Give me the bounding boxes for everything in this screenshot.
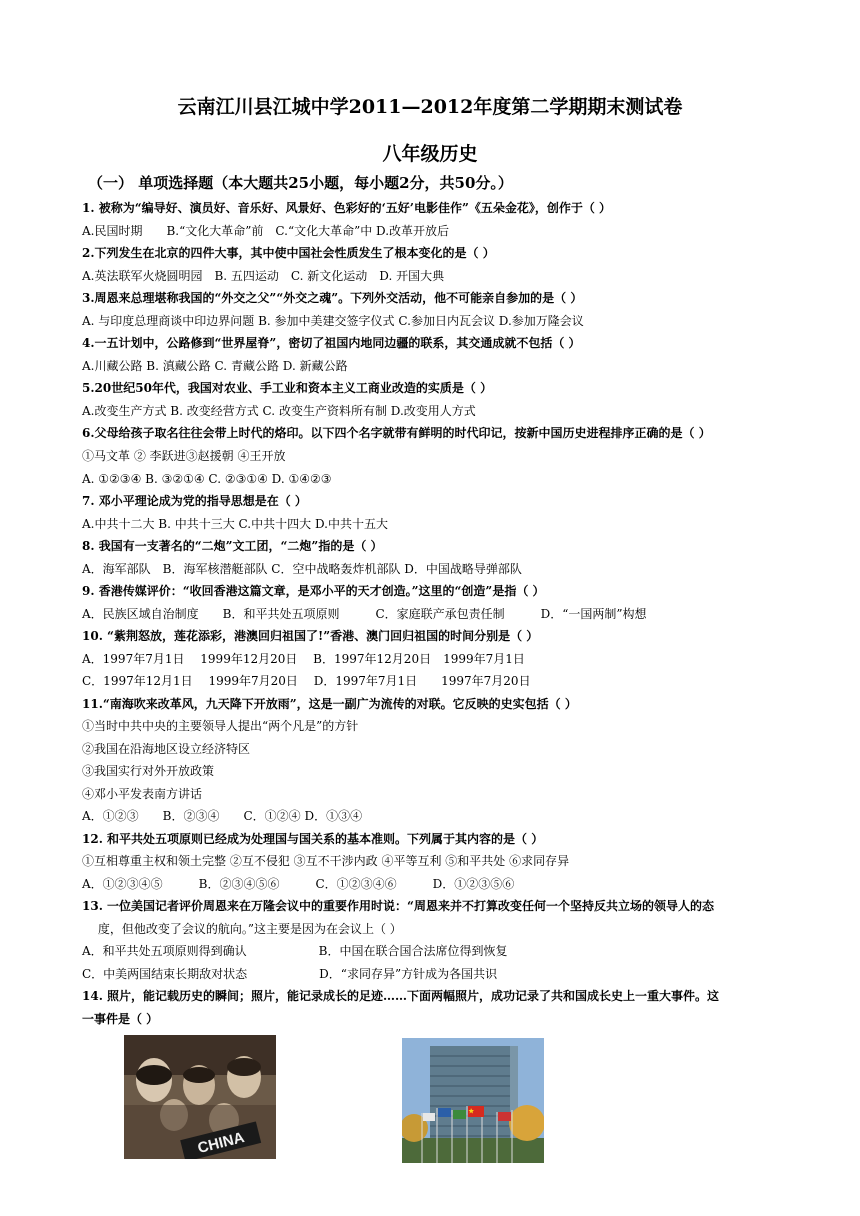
options-11: A．①②③ B．②③④ C．①②④ D．①③④ [82,809,363,823]
photo-celebration-image [124,1035,276,1159]
options-10-ab: A．1997年7月1日 1999年12月20日 B．1997年12月20日 1999年7月1日 [82,652,525,666]
question-7: 7. 邓小平理论成为党的指导思想是在（ ） [82,494,307,508]
options-9: A．民族区域自治制度 B．和平共处五项原则 C．家庭联产承包责任制 D．“一国两制”构想 [82,607,647,621]
options-6: A. ①②③④ B. ③②①④ C. ②③①④ D. ①④②③ [82,472,332,486]
exam-subtitle: 八年级历史 [382,143,478,165]
photo-un-building-image [402,1038,544,1163]
question-5: 5.20世纪50年代，我国对农业、手工业和资本主义工商业改造的实质是（ ） [82,381,493,395]
question-2: 2.下列发生在北京的四件大事，其中使中国社会性质发生了根本变化的是（ ） [82,246,495,260]
question-9: 9. 香港传媒评价：“收回香港这篇文章，是邓小平的天才创造。”这里的“创造”是指（ ） [82,584,545,598]
photo-celebration [124,1035,276,1159]
options-12: A．①②③④⑤ B．②③④⑤⑥ C．①②③④⑥ D．①②③⑤⑥ [82,877,515,891]
question-6: 6.父母给孩子取名往往会带上时代的烙印。以下四个名字就带有鲜明的时代印记，按新中国历史进程排序正确的是（ ） [82,426,711,440]
options-2: A.英法联军火烧圆明园 B. 五四运动 C. 新文化运动 D. 开国大典 [82,269,445,283]
question-11: 11.“南海吹来改革风，九天降下开放雨”，这是一副广为流传的对联。它反映的史实包括（ ） [82,697,577,711]
options-10-cd: C．1997年12月1日 1999年7月20日 D．1997年7月1日 1997年7月20日 [82,674,531,688]
question-11-item-1: ①当时中共中央的主要领导人提出“两个凡是”的方针 [82,719,359,733]
section-heading: （一） 单项选择题（本大题共25小题，每小题2分，共50分。） [88,174,513,192]
options-13-cd: C．中美两国结束长期敌对状态 D．“求同存异”方针成为各国共识 [82,967,498,981]
question-14-cont: 一事件是（ ） [82,1012,159,1026]
options-8: A．海军部队 B．海军核潜艇部队 C．空中战略轰炸机部队 D．中国战略导弹部队 [82,562,522,576]
china-sign-text: CHINA [195,1129,247,1157]
options-1: A.民国时期 B.“文化大革命”前 C.“文化大革命”中 D.改革开放后 [82,224,450,238]
options-4: A.川藏公路 B. 滇藏公路 C. 青藏公路 D. 新藏公路 [82,359,348,373]
options-3: A. 与印度总理商谈中印边界问题 B. 参加中美建交签字仪式 C.参加日内瓦会议 D.参加万隆会议 [82,314,584,328]
question-11-item-3: ③我国实行对外开放政策 [82,764,215,778]
question-1: 1. 被称为“编导好、演员好、音乐好、风景好、色彩好的‘五好’电影佳作”《五朵金花》，创作于（ ） [82,201,612,215]
photo-un-building [402,1038,544,1163]
options-5: A.改变生产方式 B. 改变经营方式 C. 改变生产资料所有制 D.改变用人方式 [82,404,476,418]
question-6-items: ①马文革 ② 李跃进③赵援朝 ④王开放 [82,449,286,463]
options-7: A.中共十二大 B. 中共十三大 C.中共十四大 D.中共十五大 [82,517,388,531]
question-13: 13. 一位美国记者评价周恩来在万隆会议中的重要作用时说：“周恩来并不打算改变任何一个坚持反共立场的领导人的态 [82,899,714,913]
question-11-item-4: ④邓小平发表南方讲话 [82,787,203,801]
question-12-items: ①互相尊重主权和领土完整 ②互不侵犯 ③互不干涉内政 ④平等互利 ⑤和平共处 ⑥求同存异 [82,854,570,868]
question-4: 4.一五计划中，公路修到“世界屋脊”，密切了祖国内地同边疆的联系，其交通成就不包括（ ） [82,336,581,350]
question-3: 3.周恩来总理堪称我国的“外交之父”“外交之魂”。下列外交活动，他不可能亲自参加的是（ ） [82,291,583,305]
question-8: 8. 我国有一支著名的“二炮”文工团，“二炮”指的是（ ） [82,539,383,553]
question-10: 10. “紫荆怒放，莲花添彩，港澳回归祖国了!”香港、澳门回归祖国的时间分别是（ ） [82,629,539,643]
exam-title: 云南江川县江城中学2011—2012年度第二学期期末测试卷 [177,96,683,118]
options-13-ab: A．和平共处五项原则得到确认 B．中国在联合国合法席位得到恢复 [82,944,508,958]
question-11-item-2: ②我国在沿海地区设立经济特区 [82,742,251,756]
question-13-cont: 度，但他改变了会议的航向。”这主要是因为在会议上（ ） [82,922,402,936]
question-14: 14. 照片，能记载历史的瞬间；照片，能记录成长的足迹……下面两幅照片，成功记录了共和国成长史上一重大事件。这 [82,989,720,1003]
question-12: 12. 和平共处五项原则已经成为处理国与国关系的基本准则。下列属于其内容的是（ ） [82,832,544,846]
